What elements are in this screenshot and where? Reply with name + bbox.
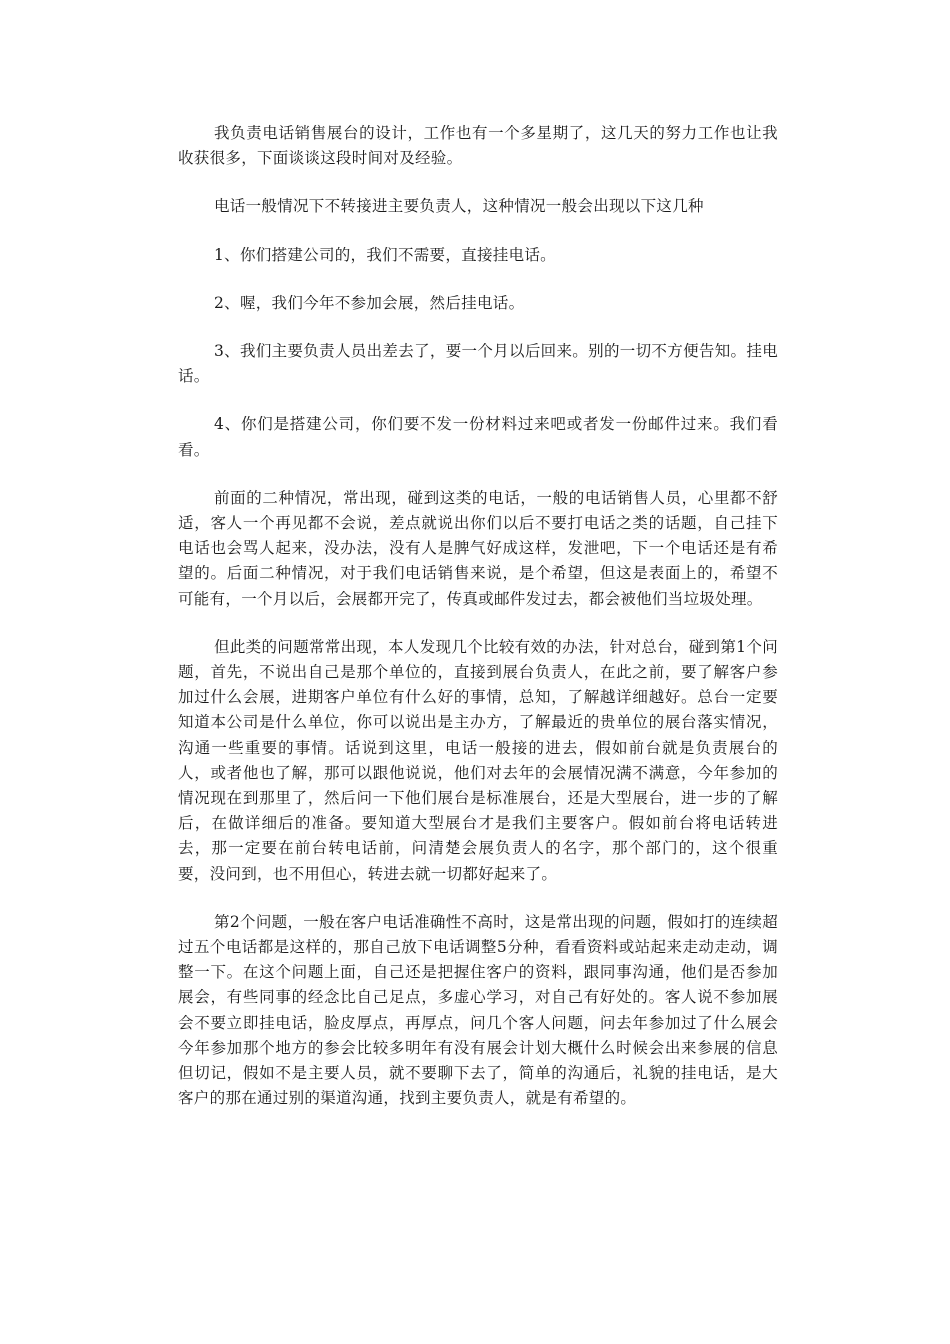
paragraph-intro: 我负责电话销售展台的设计，工作也有一个多星期了，这几天的努力工作也让我收获很多，下面谈谈这段时间对及经验。 (178, 124, 778, 168)
paragraph-analysis: 前面的二种情况，常出现，碰到这类的电话，一般的电话销售人员，心里都不舒适，客人一个再见都不会说，差点就说出你们以后不要打电话之类的话题，自己挂下电话也会骂人起来，没办法，没有人是脾气好成这样，发泄吧，下一个电话还是有希望的。后面二种情况，对于我们电话销售来说，是个希望，但这是表面上的，希望不可能有，一个月以后，会展都开完了，传真或邮件发过去，都会被他们当垃圾处理。 (178, 488, 778, 608)
paragraph-solution-2: 第2个问题，一般在客户电话准确性不高时，这是常出现的问题，假如打的连续超过五个电话都是这样的，那自己放下电话调整5分种，看看资料或站起来走动走动，调整一下。在这个问题上面，自己还是把握住客户的资料，跟同事沟通，他们是否参加展会，有些同事的经念比自己足点，多虚心学习，对自己有好处的。客人说不参加展会不要立即挂电话，脸皮厚点，再厚点，问几个客人问题，问去年参加过了什么展会今年参加那个地方的参会比较多明年有没有展会计划大概什么时候会出来参展的信息但切记，假如不是主要人员，就不要聊下去了，简单的沟通后，礼貌的挂电话，是大客户的那在通过别的渠道沟通，找到主要负责人，就是有希望的。 (178, 912, 778, 1108)
document-body (178, 121, 778, 1135)
paragraph-situations-heading: 电话一般情况下不转接进主要负责人，这种情况一般会出现以下这几种 (214, 197, 704, 216)
list-item-situation-1: 1、你们搭建公司的，我们不需要，直接挂电话。 (214, 245, 556, 264)
list-item-situation-4: 4、你们是搭建公司，你们要不发一份材料过来吧或者发一份邮件过来。我们看看。 (178, 415, 778, 459)
list-item-situation-2: 2、喔，我们今年不参加会展，然后挂电话。 (214, 293, 525, 312)
list-item-situation-3: 3、我们主要负责人员出差去了，要一个月以后回来。别的一切不方便告知。挂电话。 (178, 342, 778, 386)
paragraph-solution-1: 但此类的问题常常出现，本人发现几个比较有效的办法，针对总台，碰到第1个问题，首先，不说出自己是那个单位的，直接到展台负责人，在此之前，要了解客户参加过什么会展，进期客户单位有什么好的事情，总知，了解越详细越好。总台一定要知道本公司是什么单位，你可以说出是主办方，了解最近的贵单位的展台落实情况，沟通一些重要的事情。话说到这里，电话一般接的进去，假如前台就是负责展台的人，或者他也了解，那可以跟他说说，他们对去年的会展情况满不满意，今年参加的情况现在到那里了，然后问一下他们展台是标准展台，还是大型展台，进一步的了解后，在做详细后的准备。要知道大型展台才是我们主要客户。假如前台将电话转进去，那一定要在前台转电话前，问清楚会展负责人的名字，那个部门的，这个很重要，没问到，也不用但心，转进去就一切都好起来了。 (178, 637, 778, 883)
